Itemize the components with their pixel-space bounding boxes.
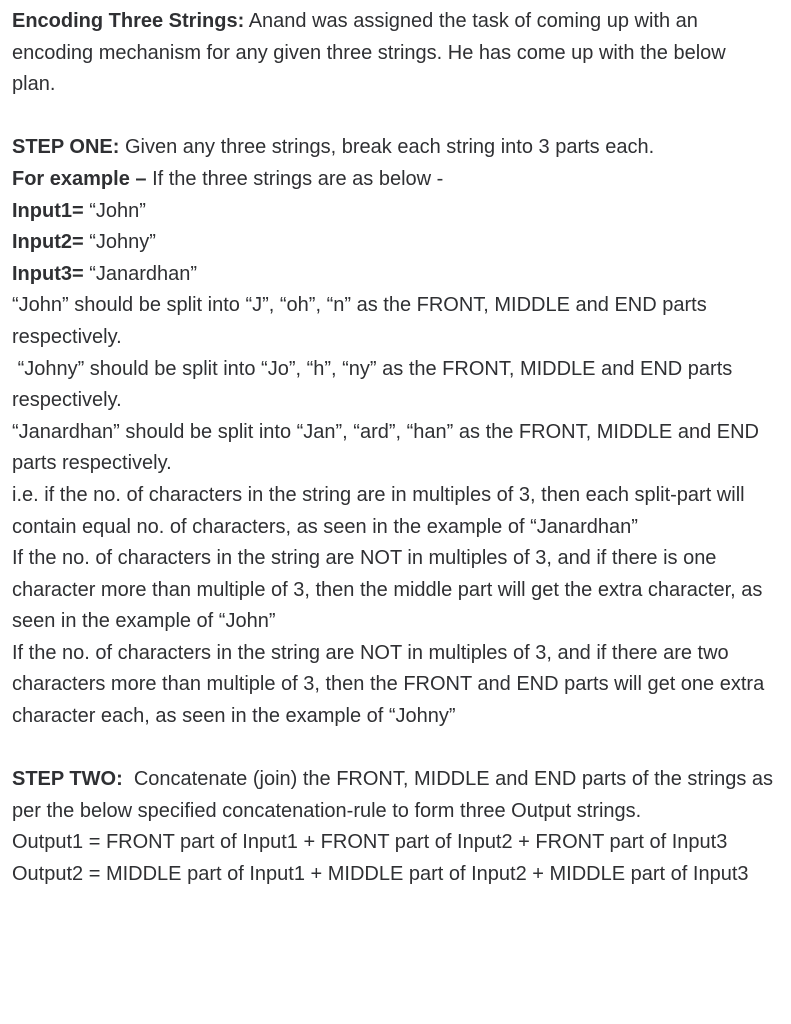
step-one-heading-line — [12, 132, 773, 164]
intro-paragraph — [12, 6, 773, 101]
step-two-label: STEP TWO: — [12, 768, 123, 791]
paragraph-gap — [12, 733, 773, 765]
input-line-1 — [12, 196, 773, 228]
example-label: For example – — [12, 167, 147, 190]
intro-text: Anand was assigned the task of coming up with an encoding mechanism for any given three strings. He has come up with the below plan. — [12, 10, 726, 96]
example-line — [12, 164, 773, 196]
example-text: If the three strings are as below - — [146, 167, 444, 190]
input-value-2: “Johny” — [83, 231, 156, 254]
problem-title: Encoding Three Strings: — [12, 10, 245, 32]
step-one-text: Given any three strings, break each string into 3 parts each. — [119, 136, 655, 159]
step-one-label: STEP ONE: — [12, 136, 120, 159]
input-label-3: Input3= — [12, 262, 84, 285]
input-line-3 — [12, 259, 773, 291]
input-label-2: Input2= — [12, 231, 84, 254]
step-two-text: Concatenate (join) the FRONT, MIDDLE and END parts of the strings as per the below specified concatenation-rule to form three Output strings. — [12, 768, 779, 822]
input-label-1: Input1= — [12, 199, 84, 222]
explanation-janardhan: “Janardhan” should be split into “Jan”, “ard”, “han” as the FRONT, MIDDLE and END parts respectively. — [12, 420, 759, 475]
rule-one-extra: If the no. of characters in the string are NOT in multiples of 3, and if there is one character more than multiple of 3, then the middle part will get the extra character, as seen in the example of “John” — [12, 547, 763, 633]
output-rule-1: Output1 = FRONT part of Input1 + FRONT part of Input2 + FRONT part of Input3 — [12, 831, 728, 854]
input-value-1: “John” — [83, 199, 146, 222]
output-rule-2: Output2 = MIDDLE part of Input1 + MIDDLE part of Input2 + MIDDLE part of Input3 — [12, 863, 749, 886]
input-line-2 — [12, 227, 773, 259]
explanation-john: “John” should be split into “J”, “oh”, “n” as the FRONT, MIDDLE and END parts respectively. — [12, 294, 707, 348]
rule-multiple-of-three: i.e. if the no. of characters in the string are in multiples of 3, then each split-part will contain equal no. of characters, as seen in the example of “Janardhan” — [12, 483, 745, 538]
input-value-3: “Janardhan” — [83, 262, 198, 285]
explanation-johny: “Johny” should be split into “Jo”, “h”, “ny” as the FRONT, MIDDLE and END parts respectively. — [12, 357, 738, 412]
paragraph-gap — [12, 101, 773, 133]
rule-two-extra: If the no. of characters in the string are NOT in multiples of 3, and if there are two characters more than multiple of 3, then the FRONT and END parts will get one extra character each, as seen in the example of “Johny” — [12, 641, 765, 728]
step-two-heading-line — [12, 764, 779, 827]
